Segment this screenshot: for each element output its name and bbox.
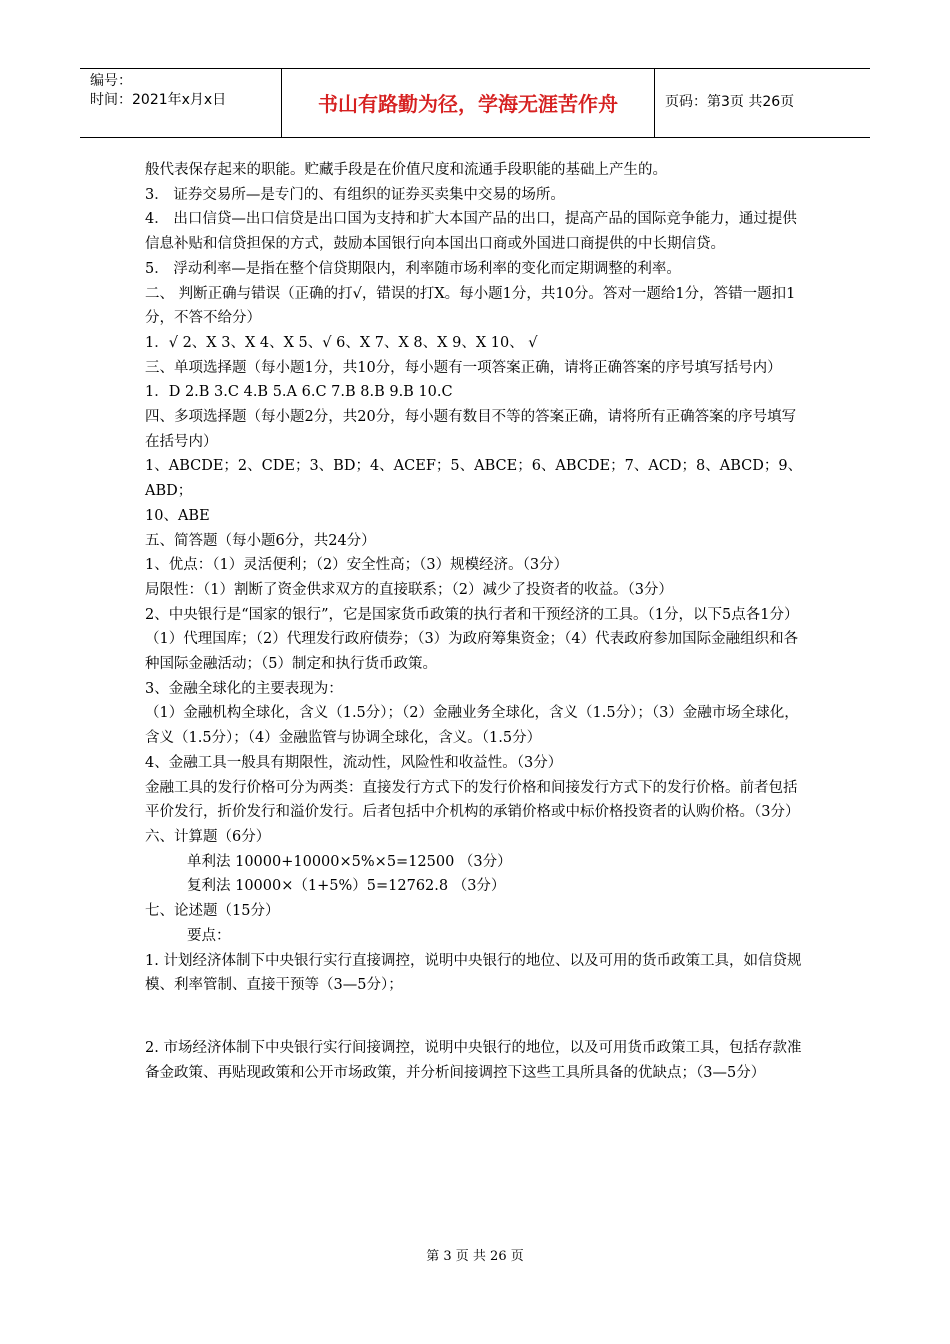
document-number-label: 编号： [90, 73, 132, 89]
body-line: 1. 计划经济体制下中央银行实行直接调控，说明中央银行的地位、以及可用的货币政策工具，如信贷规模、利率管制、直接干预等（3—5分）； [145, 952, 802, 994]
header-page-label: 页码：第3页 共26页 [665, 94, 795, 110]
header-meta-cell [80, 69, 282, 137]
header-page-cell [655, 69, 870, 137]
section-heading: 七、论述题（15分） [145, 903, 280, 920]
body-line: 1、优点：（1）灵活便利；（2）安全性高；（3）规模经济。（3分） [145, 557, 569, 574]
body-line: 金融工具的发行价格可分为两类：直接发行方式下的发行价格和间接发行方式下的发行价格。前者包括平价发行，折价发行和溢价发行。后者包括中介机构的承销价格或中标价格投资者的认购价格。（3分） [145, 779, 800, 821]
document-header [80, 68, 870, 138]
section-heading: 六、计算题（6分） [145, 828, 271, 845]
document-date-label: 时间：2021年x月x日 [90, 92, 227, 108]
body-line: （1）金融机构全球化，含义（1.5分）；（2）金融业务全球化，含义（1.5分）；（3）金融市场全球化，含义（1.5分）；（4）金融监管与协调全球化，含义。（1.5分） [145, 705, 799, 747]
body-line: 2. 市场经济体制下中央银行实行间接调控，说明中央银行的地位，以及可用货币政策工具，包括存款准备金政策、再贴现政策和公开市场政策，并分析间接调控下这些工具所具备的优缺点；（3—5分） [145, 1039, 802, 1081]
section-heading: 五、简答题（每小题6分，共24分） [145, 532, 376, 549]
body-line: （1）代理国库；（2）代理发行政府债券；（3）为政府筹集资金；（4）代表政府参加国际金融组织和各种国际金融活动；（5）制定和执行货币政策。 [145, 631, 799, 673]
body-line: 般代表保存起来的职能。贮藏手段是在价值尺度和流通手段职能的基础上产生的。 [145, 162, 667, 178]
body-line: 1．D 2.B 3.C 4.B 5.A 6.C 7.B 8.B 9.B 10.C [145, 384, 453, 401]
document-body [145, 158, 809, 1085]
header-motto-cell [282, 69, 655, 137]
section-heading: 二、 判断正确与错误（正确的打√，错误的打X。每小题1分，共10分。答对一题给1分，答错一题扣1分，不答不给分） [145, 285, 796, 327]
body-line: 5． 浮动利率—是指在整个信贷期限内，利率随市场利率的变化而定期调整的利率。 [145, 260, 681, 277]
body-line: 4、金融工具一般具有期限性，流动性，风险性和收益性。（3分） [145, 754, 563, 771]
header-motto: 书山有路勤为径，学海无涯苦作舟 [318, 92, 618, 116]
body-line: 3． 证券交易所—是专门的、有组织的证券买卖集中交易的场所。 [145, 186, 565, 203]
body-line: 复利法 10000×（1+5%）5=12762.8 （3分） [187, 878, 506, 895]
section-heading: 四、多项选择题（每小题2分，共20分，每小题有数目不等的答案正确，请将所有正确答案的序号填写在括号内） [145, 409, 797, 450]
section-heading: 三、单项选择题（每小题1分，共10分，每小题有一项答案正确，请将正确答案的序号填写括号内） [145, 359, 782, 376]
body-line: 1．√ 2、X 3、X 4、X 5、√ 6、X 7、X 8、X 9、X 10、 √ [145, 334, 538, 351]
body-line: 3、金融全球化的主要表现为： [145, 680, 343, 697]
body-line: 单利法 10000+10000×5%×5=12500 （3分） [187, 853, 512, 870]
body-line: 1、ABCDE；2、CDE；3、BD；4、ACEF；5、ABCE；6、ABCDE；7、ACD；8、ABCD；9、ABD； [145, 458, 803, 500]
spacer [145, 998, 809, 1036]
page-footer: 第 3 页 共 26 页 [426, 1249, 524, 1264]
body-line: 10、ABE [145, 507, 210, 524]
body-line: 局限性：（1）割断了资金供求双方的直接联系；（2）减少了投资者的收益。（3分） [145, 581, 673, 598]
body-line: 要点： [187, 927, 231, 944]
body-line: 2、中央银行是“国家的银行”，它是国家货币政策的执行者和干预经济的工具。（1分，以下5点各1分） [145, 606, 799, 623]
body-line: 4． 出口信贷—出口信贷是出口国为支持和扩大本国产品的出口，提高产品的国际竞争能力，通过提供信息补贴和信贷担保的方式，鼓励本国银行向本国出口商或外国进口商提供的中长期信贷。 [145, 211, 797, 253]
